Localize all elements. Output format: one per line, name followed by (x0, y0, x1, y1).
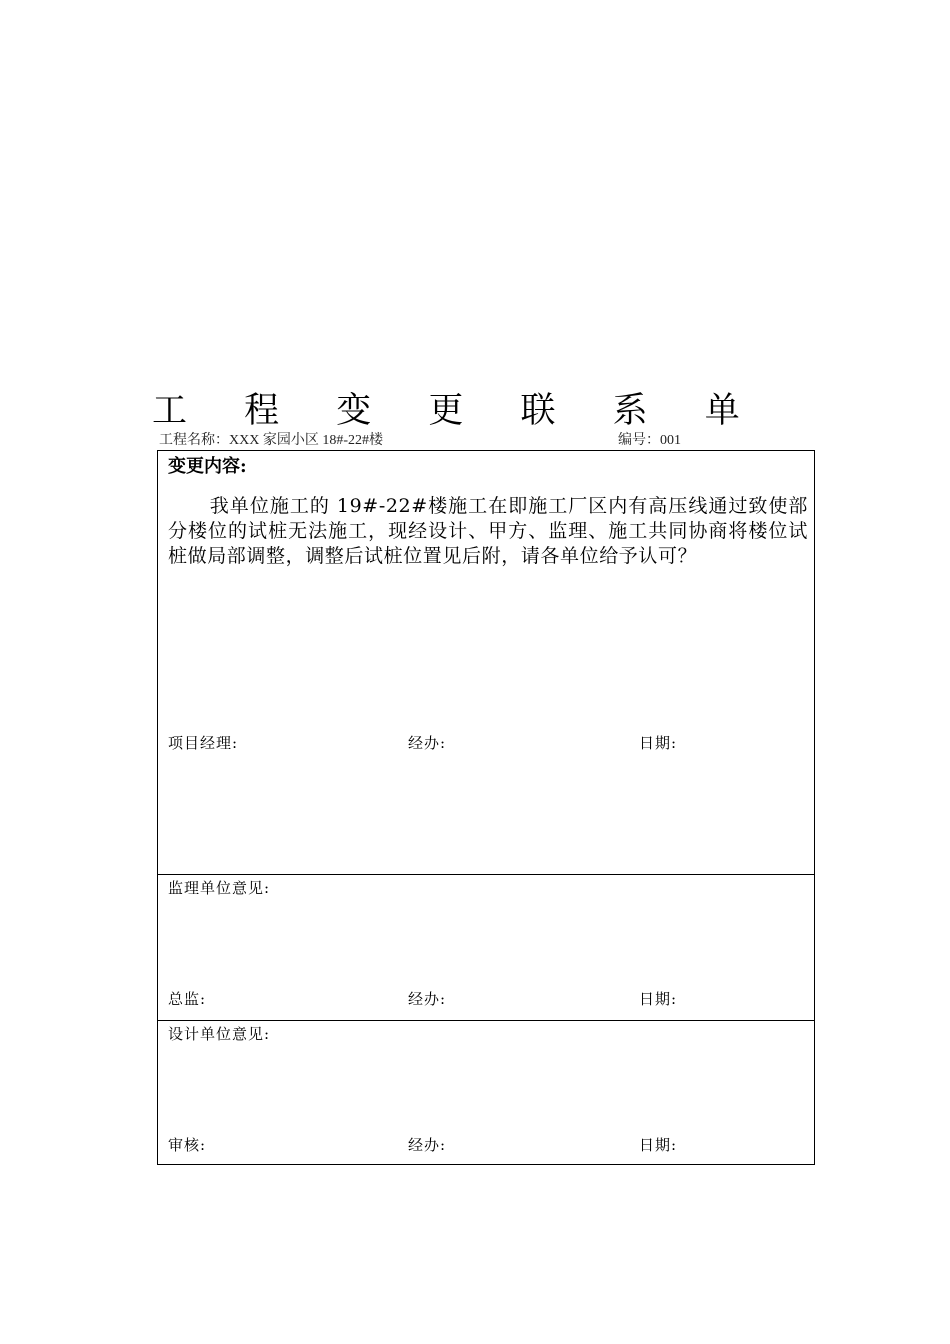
change-content-body: 我单位施工的 19#-22#楼施工在即施工厂区内有高压线通过致使部分楼位的试桩无法施工，现经设计、甲方、监理、施工共同协商将楼位试桩做局部调整，调整后试桩位置见后附，请各单位给予认可？ (168, 495, 808, 567)
document-number: 编号：001 (618, 433, 681, 448)
supervision-opinion-label: 监理单位意见: (168, 879, 271, 897)
change-content-heading: 变更内容: (168, 456, 247, 477)
reviewer-signature-label: 审核: (168, 1136, 207, 1154)
supervision-handler-signature-label: 经办: (408, 990, 447, 1008)
change-content-section (158, 451, 814, 874)
design-opinion-section (158, 1020, 814, 1165)
design-handler-signature-label: 经办: (408, 1136, 447, 1154)
project-manager-signature-label: 项目经理: (168, 734, 239, 752)
supervision-date-label: 日期: (639, 990, 678, 1008)
change-handler-signature-label: 经办: (408, 734, 447, 752)
design-opinion-label: 设计单位意见: (168, 1025, 271, 1043)
chief-supervisor-signature-label: 总监: (168, 990, 207, 1008)
project-name: 工程名称：XXX 家园小区 18#-22#楼 (159, 433, 383, 448)
change-date-label: 日期: (639, 734, 678, 752)
change-form-table (157, 450, 815, 1165)
design-date-label: 日期: (639, 1136, 678, 1154)
document-title: 工 程 变 更 联 系 单 (152, 391, 763, 431)
supervision-opinion-section (158, 874, 814, 1021)
